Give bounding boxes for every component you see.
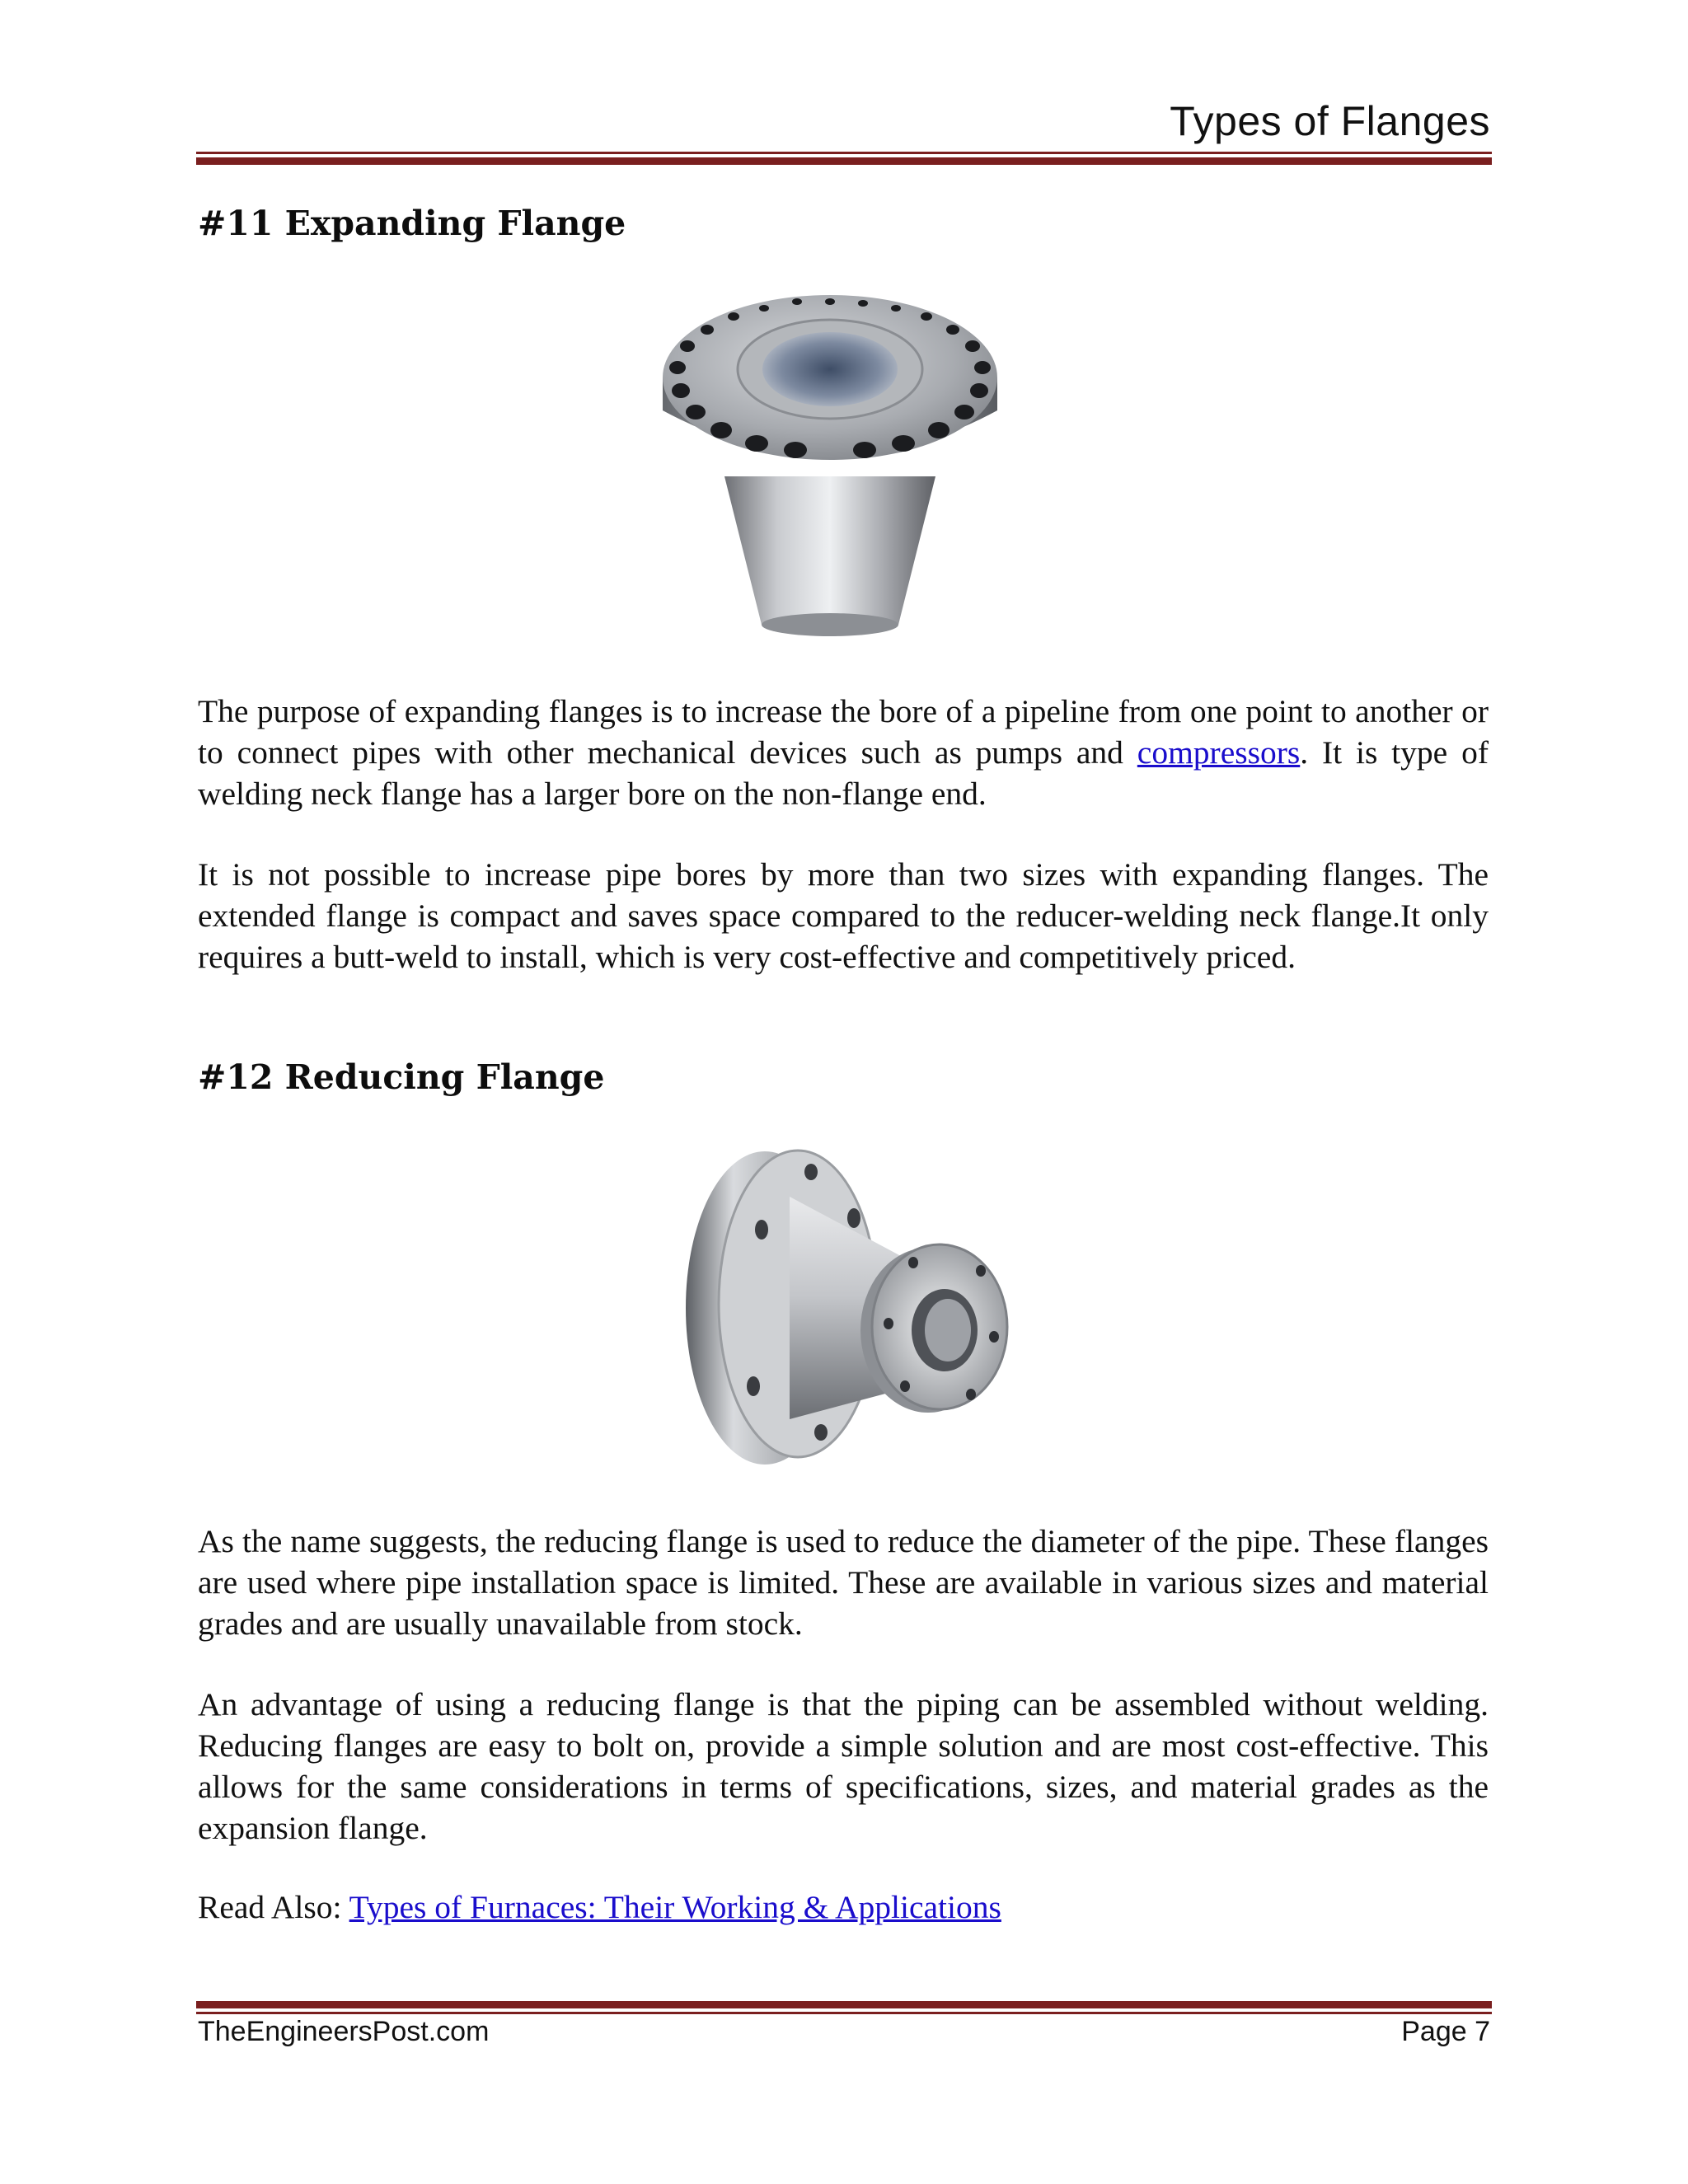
read-also-link[interactable]: Types of Furnaces: Their Working & Applications <box>349 1889 1001 1925</box>
section-heading-reducing-flange: #12 Reducing Flange <box>198 1057 605 1097</box>
footer-rule <box>196 2001 1492 2014</box>
header-rule <box>196 152 1492 165</box>
paragraph-text: The purpose of expanding flanges is to increase the bore of a pipeline from one point to another or to connect pipes with other mechanical devices such as pumps and <box>198 693 1489 771</box>
expanding-flange-image <box>646 287 1014 643</box>
compressors-link[interactable]: compressors <box>1137 734 1301 771</box>
paragraph-reducing-2: An advantage of using a reducing flange is that the piping can be assembled without welding. Reducing flanges are easy to bolt on, provide a simple solution and are most cost-effective. This allows for the same considerations in terms of specifications, sizes, and material grades as the expansion flange. <box>198 1686 1489 1846</box>
paragraph-expanding-1 <box>198 691 1489 814</box>
read-also-label: Read Also: <box>198 1889 349 1925</box>
section-heading-expanding-flange: #11 Expanding Flange <box>198 204 626 243</box>
paragraph-text: . It is type of welding neck flange has a larger bore on the non-flange end. <box>198 734 1489 812</box>
paragraph-reducing-1: As the name suggests, the reducing flange is used to reduce the diameter of the pipe. These flanges are used where pipe installation space is limited. These are available in various sizes and material grades and are usually unavailable from stock. <box>198 1523 1489 1642</box>
footer-page-number: Page 7 <box>1401 2016 1490 2047</box>
footer-site: TheEngineersPost.com <box>198 2016 490 2047</box>
paragraph-expanding-2: It is not possible to increase pipe bores by more than two sizes with expanding flanges. The extended flange is compact and saves space compared to the reducer-welding neck flange.It only requires a butt-weld to install, which is very cost-effective and competitively priced. <box>198 856 1489 975</box>
read-also-line <box>198 1886 1489 1928</box>
header-title: Types of Flanges <box>1170 98 1490 144</box>
reducing-flange-image <box>666 1139 1022 1485</box>
